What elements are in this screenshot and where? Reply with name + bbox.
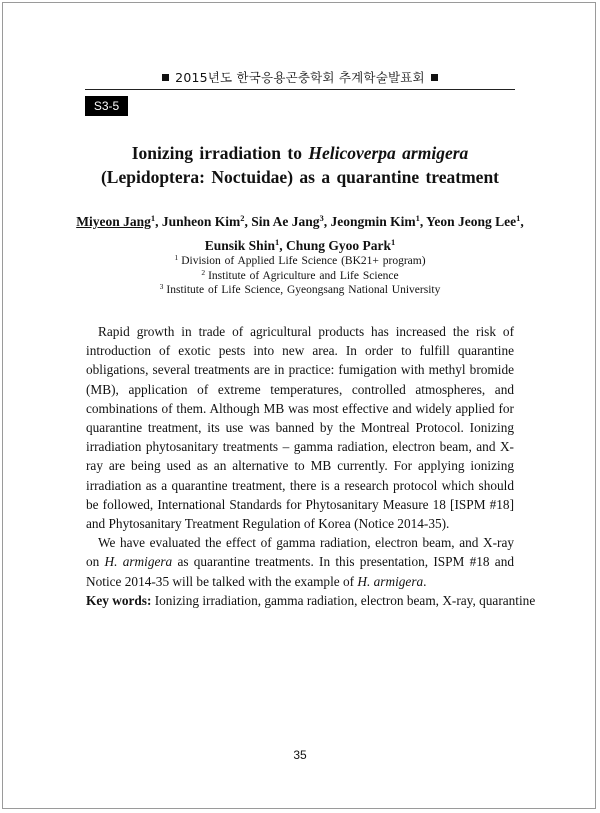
- affiliation-line: $^2$ Institute of Agriculture and Life Science: [201, 267, 399, 282]
- abstract-paragraph-2: We have evaluated the effect of gamma radiation, electron beam, and X-ray on H. armigera as quarantine treatments. In this presentation, ISPM #18 and Notice 2014-35 will be talked with the example of H. armigera.: [86, 535, 514, 589]
- title-species: Helicoverpa armigera: [308, 143, 469, 163]
- author-name: Jeongmin Kim: [330, 214, 416, 229]
- square-bullet-icon: [162, 74, 169, 81]
- title-line2: (Lepidoptera: Noctuidae) as a quarantine treatment: [100, 167, 500, 187]
- abstract-body: [86, 322, 514, 591]
- author-list: Miyeon Jang$^1$, Junheon Kim$^2$, Sin Ae Jang$^3$, Jeongmin Kim$^1$, Yeon Jeong Lee$^1$, Eunsik Shin$^1$, Chung Gyoo Park$^1$: [76, 213, 524, 253]
- affiliation-line: $^1$ Division of Applied Life Science (BK21+ program): [174, 253, 426, 267]
- keywords-text: Ionizing irradiation, gamma radiation, electron beam, X-ray, quarantine: [154, 593, 536, 608]
- author-affiliation-mark: 1: [390, 237, 396, 247]
- author-affiliation-mark: 2: [240, 213, 245, 223]
- header-rule: [85, 89, 515, 90]
- author-name: Miyeon Jang: [76, 214, 151, 229]
- abstract-paragraph-1: Rapid growth in trade of agricultural products has increased the risk of introduction of exotic pests into new area. In order to fulfill quarantine obligations, several treatments are in practice: fumigation with methyl bromide (MB), application of extreme temperatures, controlled atmospheres, and combinations of them. Although MB was most effective and widely applied for quarantine treatment, its use was banned by the Montreal Protocol. Ionizing irradiation phytosanitary treatments – gamma radiation, electron beam, and X-ray are being used as an alternative to MB currently. For applying ionizing irradiation as a quarantine treatment, there is a research protocol which should be followed, International Standards for Phytosanitary Measure 18 [ISPM #18] and Phytosanitary Treatment Regulation of Korea (Notice 2014-35).: [86, 324, 514, 532]
- session-tag: S3-5: [85, 96, 128, 116]
- author-name: Sin Ae Jang: [251, 214, 320, 229]
- author-affiliation-mark: 1: [516, 213, 521, 223]
- author-name: Eunsik Shin: [204, 238, 275, 253]
- author-affiliation-mark: 1: [274, 237, 280, 247]
- author-affiliation-mark: 1: [415, 213, 420, 223]
- species-name: H. armigera: [104, 554, 173, 570]
- affiliation-list: [70, 254, 530, 298]
- author-affiliation-mark: 1: [150, 213, 156, 223]
- title-part1: Ionizing irradiation to: [131, 143, 309, 163]
- running-header: [0, 68, 600, 86]
- keywords: [86, 591, 536, 610]
- keywords-label: Key words:: [86, 593, 152, 608]
- paper-title: [60, 141, 540, 189]
- author-affiliation-mark: 3: [319, 213, 324, 223]
- affiliation-line: $^3$ Institute of Life Science, Gyeongsang National University: [159, 282, 441, 296]
- square-bullet-icon: [431, 74, 438, 81]
- author-name: Chung Gyoo Park: [285, 238, 391, 253]
- author-name: Junheon Kim: [161, 214, 241, 229]
- page-number: 35: [293, 748, 307, 762]
- header-text: 2015년도 한국응용곤충학회 추계학술발표회: [175, 70, 425, 85]
- author-name: Yeon Jeong Lee: [426, 214, 517, 229]
- species-name: H. armigera: [357, 573, 424, 589]
